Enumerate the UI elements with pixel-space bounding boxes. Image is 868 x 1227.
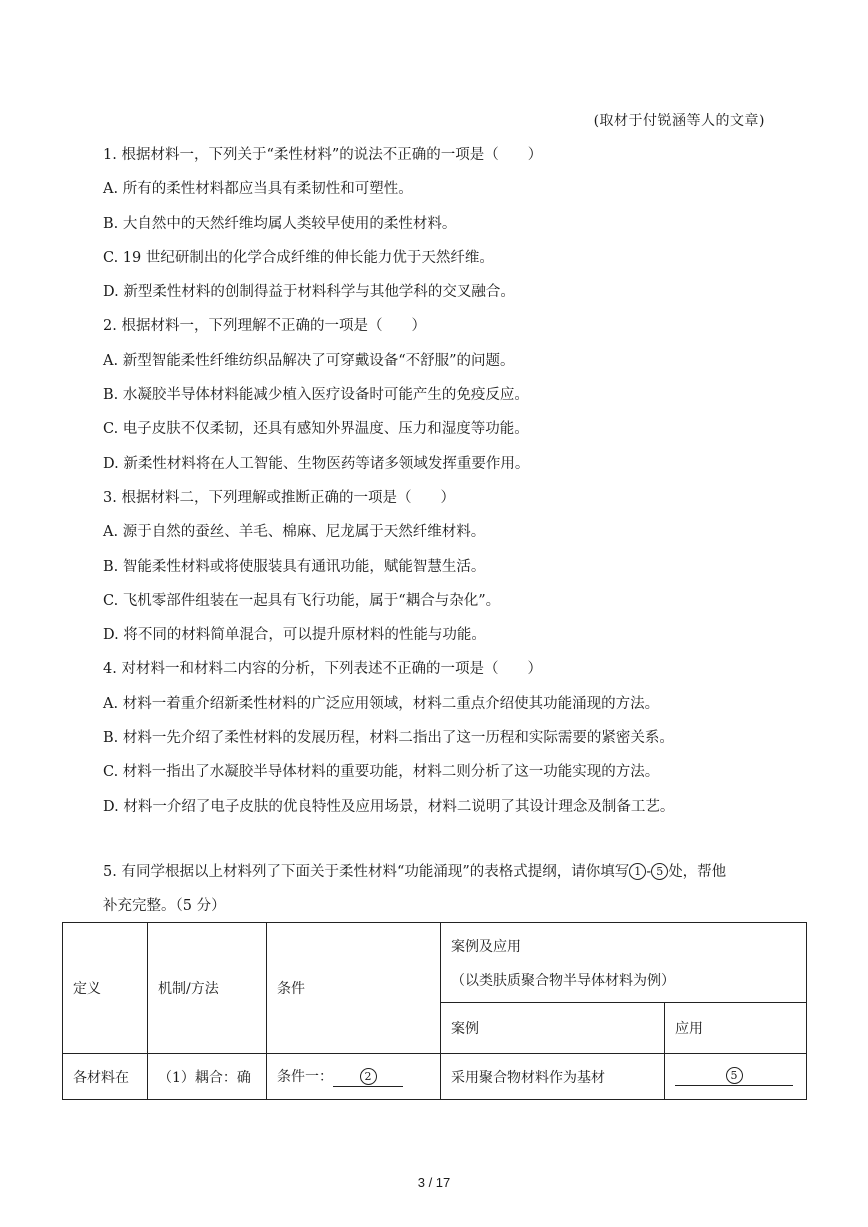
question-1-option-b: B. 大自然中的天然纤维均属人类较早使用的柔性材料。 (103, 215, 457, 232)
question-4-option-b: B. 材料一先介绍了柔性材料的发展历程，材料二指出了这一历程和实际需要的紧密关系。 (103, 730, 674, 747)
circled-number-5-blank: 5 (726, 1067, 743, 1084)
header-case-application (441, 923, 807, 1003)
question-list (103, 145, 783, 831)
header-condition: 条件 (267, 923, 441, 1054)
question-2-option-d: D. 新柔性材料将在人工智能、生物医药等诸多领域发挥重要作用。 (103, 455, 530, 472)
question-2-stem: 2. 根据材料一，下列理解不正确的一项是（ ） (103, 318, 426, 335)
question-2-option-c: C. 电子皮肤不仅柔韧，还具有感知外界温度、压力和湿度等功能。 (103, 421, 529, 438)
question-3-option-a: A. 源于自然的蚕丝、羊毛、棉麻、尼龙属于天然纤维材料。 (103, 524, 486, 541)
question-3-stem: 3. 根据材料二，下列理解或推断正确的一项是（ ） (103, 489, 455, 506)
question-1-option-a: A. 所有的柔性材料都应当具有柔韧性和可塑性。 (103, 181, 413, 198)
question-4-option-c: C. 材料一指出了水凝胶半导体材料的重要功能，材料二则分析了这一功能实现的方法。 (103, 764, 660, 781)
question-3-option-b: B. 智能柔性材料或将使服装具有通讯功能，赋能智慧生活。 (103, 558, 486, 575)
row1-definition: 各材料在 (63, 1054, 148, 1100)
circled-number-2: 2 (360, 1068, 377, 1085)
circled-number-5: 5 (651, 863, 668, 880)
question-4-option-a: A. 材料一着重介绍新柔性材料的广泛应用领域，材料二重点介绍使其功能涌现的方法。 (103, 695, 660, 712)
question-4-option-d: D. 材料一介绍了电子皮肤的优良特性及应用场景，材料二说明了其设计理念及制备工艺。 (103, 798, 675, 815)
question-5-line-2: 补充完整。（5 分） (103, 898, 226, 914)
question-5-text: 5. 有同学根据以上材料列了下面关于柔性材料“功能涌现”的表格式提纲，请你填写 (103, 864, 630, 880)
answer-blank-2[interactable] (333, 1068, 403, 1087)
circled-number-1: 1 (629, 863, 646, 880)
question-1-option-c: C. 19 世纪研制出的化学合成纤维的伸长能力优于天然纤维。 (103, 249, 494, 266)
header-application: 应用 (665, 1003, 807, 1054)
question-2-option-a: A. 新型智能柔性纤维纺织品解决了可穿戴设备“不舒服”的问题。 (103, 352, 515, 369)
question-5-text-end: 处，帮他 (668, 864, 727, 880)
question-1-stem: 1. 根据材料一，下列关于“柔性材料”的说法不正确的一项是（ ） (103, 147, 543, 163)
question-3-option-d: D. 将不同的材料简单混合，可以提升原材料的性能与功能。 (103, 627, 486, 644)
header-definition: 定义 (63, 923, 148, 1054)
header-case-application-note: （以类肤质聚合物半导体材料为例） (451, 972, 675, 989)
question-1-option-d: D. 新型柔性材料的创制得益于材料科学与其他学科的交叉融合。 (103, 284, 515, 301)
condition-label: 条件一： (277, 1069, 333, 1085)
source-attribution: (取材于付锐涵等人的文章) (593, 113, 765, 129)
question-3-option-c: C. 飞机零部件组装在一起具有飞行功能，属于“耦合与杂化”。 (103, 592, 501, 609)
question-4-stem: 4. 对材料一和材料二内容的分析，下列表述不正确的一项是（ ） (103, 661, 542, 678)
page-number: 3 / 17 (417, 1175, 451, 1190)
answer-blank-5[interactable] (675, 1067, 793, 1086)
range-dash: - (646, 864, 652, 880)
question-5-line-1 (103, 862, 793, 882)
row1-case: 采用聚合物材料作为基材 (441, 1054, 665, 1100)
header-mechanism: 机制/方法 (148, 923, 267, 1054)
question-2-option-b: B. 水凝胶半导体材料能减少植入医疗设备时可能产生的免疫反应。 (103, 387, 529, 404)
header-case-application-title: 案例及应用 (451, 938, 521, 955)
question-5 (103, 862, 793, 916)
outline-table (62, 922, 807, 1100)
header-case: 案例 (441, 1003, 665, 1054)
row1-condition (267, 1054, 441, 1100)
row1-application (665, 1054, 807, 1100)
row1-mechanism: （1）耦合：确 (148, 1054, 267, 1100)
